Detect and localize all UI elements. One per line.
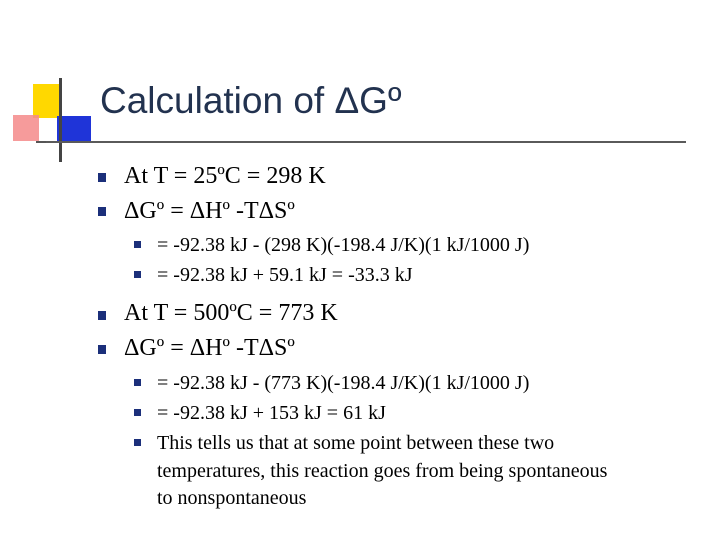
- slide-title: Calculation of ΔGº: [100, 80, 402, 121]
- bullet-icon: [134, 439, 141, 446]
- bullet-icon: [134, 409, 141, 416]
- bullet-icon: [98, 173, 106, 182]
- bullet-icon: [98, 345, 106, 354]
- blue-square-icon: [57, 116, 91, 143]
- list-item-continuation: temperatures, this reaction goes from being spontaneous: [157, 460, 608, 482]
- list-item: = -92.38 kJ - (773 K)(-198.4 J/K)(1 kJ/1000 J): [157, 372, 530, 394]
- list-item: ΔGº = ΔHº -TΔSº: [124, 198, 295, 224]
- list-item: At T = 500ºC = 773 K: [124, 300, 338, 326]
- list-item-continuation: to nonspontaneous: [157, 487, 307, 509]
- bullet-icon: [134, 241, 141, 248]
- bullet-icon: [134, 379, 141, 386]
- list-item: ΔGº = ΔHº -TΔSº: [124, 335, 295, 361]
- list-item: = -92.38 kJ + 153 kJ = 61 kJ: [157, 402, 386, 424]
- red-square-icon: [13, 115, 39, 141]
- bullet-icon: [134, 271, 141, 278]
- decorative-logo: [0, 0, 100, 170]
- bullet-icon: [98, 311, 106, 320]
- logo-vertical-line: [59, 78, 62, 162]
- list-item: At T = 25ºC = 298 K: [124, 163, 326, 189]
- bullet-icon: [98, 207, 106, 216]
- list-item: = -92.38 kJ - (298 K)(-198.4 J/K)(1 kJ/1000 J): [157, 234, 530, 256]
- list-item: = -92.38 kJ + 59.1 kJ = -33.3 kJ: [157, 264, 413, 286]
- yellow-square-icon: [33, 84, 61, 118]
- list-item: This tells us that at some point between these two: [157, 432, 555, 454]
- title-rule: [46, 141, 686, 143]
